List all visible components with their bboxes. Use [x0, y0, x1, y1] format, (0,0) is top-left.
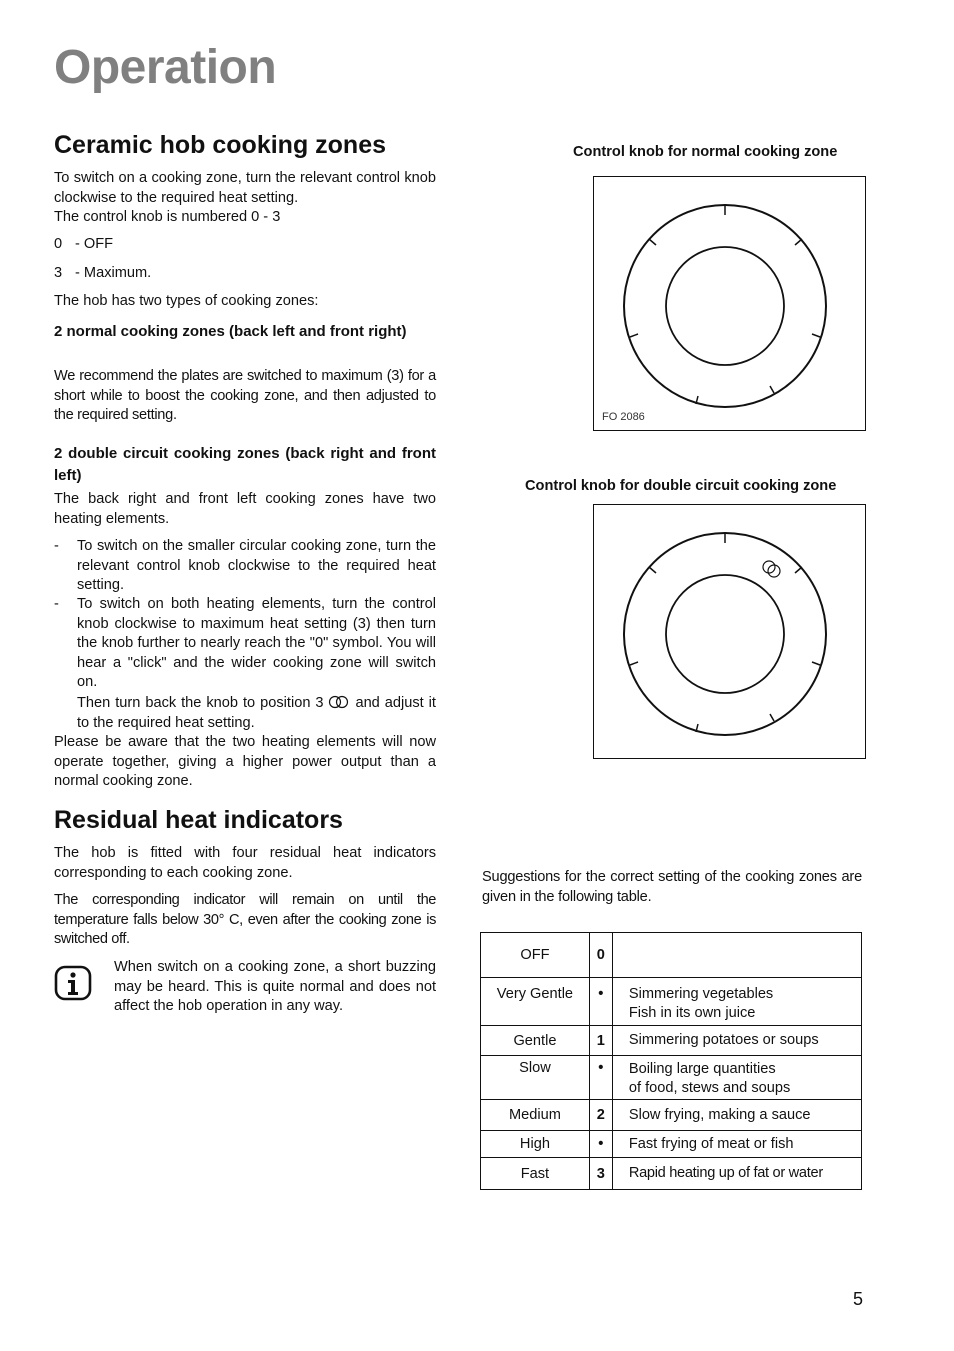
suggestions-text: Suggestions for the correct setting of the cooking zones are given in the following table.: [482, 869, 862, 905]
figure-caption-normal: Control knob for normal cooking zone: [573, 144, 838, 160]
description-cell: [612, 1026, 861, 1056]
normal-zone-heading: 2 normal cooking zones (back left and front right): [54, 323, 407, 340]
double-circle-icon: [763, 561, 780, 577]
residual-text-2: The corresponding indicator will remain on until the temperature falls below 30° C, even after the cooking zone is switched off.: [54, 892, 436, 947]
numbered-line: The control knob is numbered 0 - 3: [54, 209, 281, 225]
level-cell: Medium: [481, 1100, 590, 1131]
info-note: When switch on a cooking zone, a short buzzing may be heard. This is quite normal and does not affect the hob operation in any way.: [114, 959, 436, 1014]
off-setting: [54, 235, 113, 255]
symbol-cell: •: [589, 1056, 612, 1100]
table-row: [481, 1131, 862, 1158]
double-zone-heading: 2 double circuit cooking zones (back right and front left): [54, 445, 436, 484]
level-cell: Fast: [481, 1158, 590, 1190]
types-text: The hob has two types of cooking zones:: [54, 293, 319, 309]
page-title: Operation: [54, 41, 277, 94]
figure-caption-double: Control knob for double circuit cooking zone: [525, 478, 837, 494]
description-cell: [612, 1158, 861, 1190]
symbol-cell: •: [589, 1131, 612, 1158]
symbol-cell: 1: [589, 1026, 612, 1056]
list-item: [54, 537, 436, 597]
table-row: [481, 1100, 862, 1131]
list-dash: -: [54, 538, 59, 554]
symbol-cell: •: [589, 978, 612, 1026]
intro-text: [54, 169, 436, 228]
continuation-text-a: Then turn back the knob to position 3: [77, 695, 324, 711]
double-knob-diagram: [594, 505, 864, 757]
description-cell: [612, 933, 861, 978]
page-number: 5: [853, 1289, 864, 1309]
symbol-cell: 0: [589, 933, 612, 978]
list-item: [54, 595, 436, 695]
table-row: [481, 978, 862, 1026]
description-line: Boiling large quantities: [628, 1060, 776, 1077]
description-line: Simmering potatoes or soups: [628, 1032, 819, 1048]
table-row: [481, 1026, 862, 1056]
section-heading-ceramic: Ceramic hob cooking zones: [54, 131, 387, 159]
max-setting: [54, 264, 151, 284]
symbol-cell: 2: [589, 1100, 612, 1131]
figure-code: FO 2086: [602, 411, 645, 423]
description-line: Fast frying of meat or fish: [628, 1135, 794, 1152]
normal-knob-diagram: [594, 177, 864, 429]
residual-text-1: The hob is fitted with four residual heat indicators corresponding to each cooking zone.: [54, 845, 436, 881]
figure-normal-knob: [593, 176, 866, 431]
double-circle-icon: [328, 695, 350, 709]
description-line: Rapid heating up of fat or water: [628, 1165, 823, 1181]
description-line: Fish in its own juice: [628, 1004, 756, 1021]
description-cell: [612, 1056, 861, 1100]
max-number: 3: [54, 265, 63, 281]
level-cell: Slow: [481, 1056, 590, 1100]
list-item-text: To switch on both heating elements, turn the control knob clockwise to maximum heat setting (3) then turn the knob further to nearly reach the "0" symbol. You will hear a "click" and the wider cooking zone will switch on.: [77, 596, 436, 690]
heat-settings-table: [480, 932, 862, 1190]
continuation-text-b: and adjust it to the required heat setting.: [77, 695, 436, 731]
aware-text: Please be aware that the two heating elements will now operate together, giving a higher power output than a normal cooking zone.: [54, 734, 436, 789]
description-cell: [612, 978, 861, 1026]
double-zone-text: The back right and front left cooking zones have two heating elements.: [54, 491, 436, 527]
list-dash: -: [54, 596, 59, 612]
table-row: [481, 933, 862, 978]
symbol-cell: 3: [589, 1158, 612, 1190]
description-line: Simmering vegetables: [628, 985, 774, 1002]
table-row: [481, 1158, 862, 1190]
description-line: Slow frying, making a sauce: [628, 1106, 811, 1123]
level-cell: Very Gentle: [481, 978, 590, 1026]
off-label: - OFF: [75, 236, 114, 252]
max-label: - Maximum.: [75, 265, 152, 281]
intro-line: To switch on a cooking zone, turn the relevant control knob clockwise to the required heat setting.: [54, 170, 436, 206]
level-cell: OFF: [481, 933, 590, 978]
list-item-text: To switch on the smaller circular cooking zone, turn the relevant control knob clockwise to the required heat setting.: [77, 538, 436, 593]
section-heading-residual: Residual heat indicators: [54, 806, 343, 834]
description-cell: [612, 1131, 861, 1158]
level-cell: High: [481, 1131, 590, 1158]
figure-double-knob: [593, 504, 866, 759]
normal-zone-text: We recommend the plates are switched to maximum (3) for a short while to boost the cooking zone, and then adjusted to the required setting.: [54, 368, 436, 423]
description-line: of food, stews and soups: [628, 1079, 791, 1096]
bullet2-continuation: [77, 694, 436, 733]
table-row: [481, 1056, 862, 1100]
description-cell: [612, 1100, 861, 1131]
info-icon: [54, 965, 92, 1001]
off-number: 0: [54, 236, 63, 252]
level-cell: Gentle: [481, 1026, 590, 1056]
